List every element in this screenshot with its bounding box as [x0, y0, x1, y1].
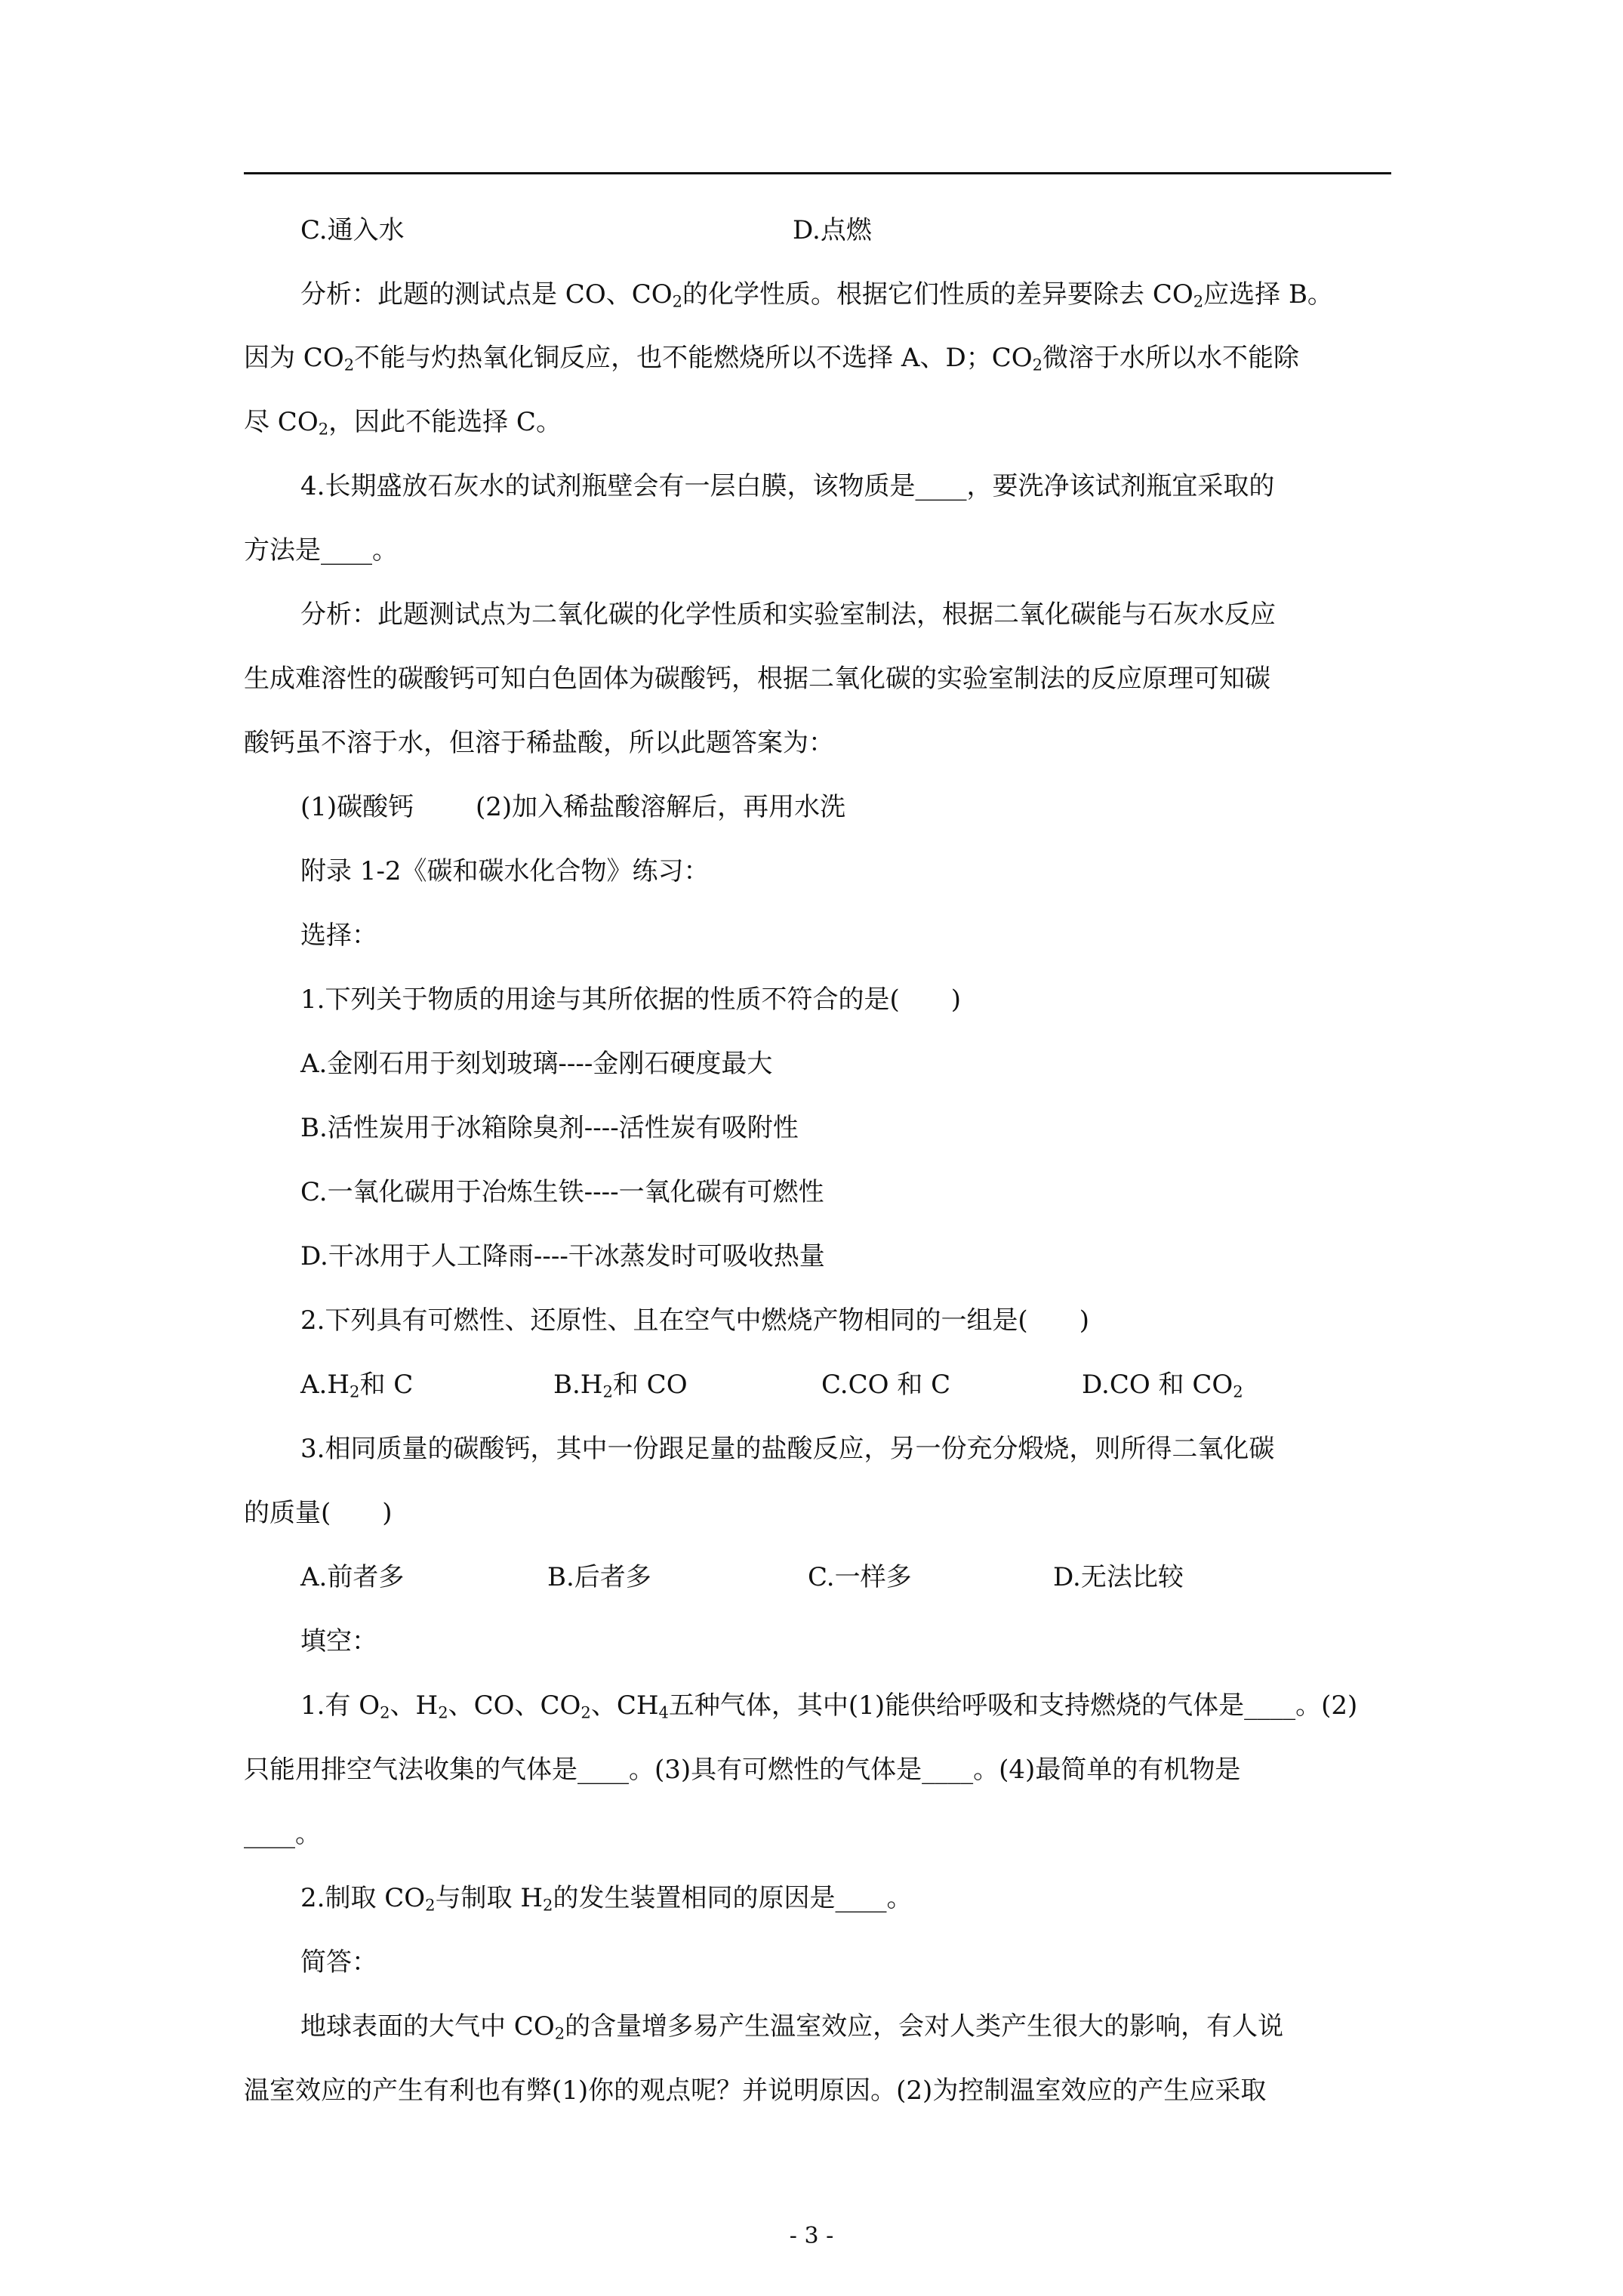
choice-3-option-b: B.后者多	[547, 1562, 651, 1592]
choice-2-stem: 2.下列具有可燃性、还原性、且在空气中燃烧产物相同的一组是( )	[300, 1305, 1089, 1336]
analysis-3-line-3: 尽 $CO_2$，因此不能选择 C。	[244, 407, 562, 439]
short-answer-line-1: 地球表面的大气中 $CO_2$的含量增多易产生温室效应，会对人类产生很大的影响，有人说	[300, 2011, 1284, 2043]
fill-1-line-2: 只能用排空气法收集的气体是____。(3)具有可燃性的气体是____。(4)最简单的有机物是	[244, 1755, 1241, 1785]
choice-2-option-a: $A.H_2$和 C	[300, 1370, 414, 1401]
choice-3-line-2: 的质量( )	[244, 1498, 393, 1528]
choice-1-option-b: B.活性炭用于冰箱除臭剂----活性炭有吸附性	[300, 1113, 799, 1143]
question-4-line-1: 4.长期盛放石灰水的试剂瓶壁会有一层白膜，该物质是____，要洗净该试剂瓶宜采取的	[300, 471, 1275, 501]
analysis-4-line-2: 生成难溶性的碳酸钙可知白色固体为碳酸钙，根据二氧化碳的实验室制法的反应原理可知碳	[244, 664, 1270, 694]
choice-3-option-d: D.无法比较	[1053, 1562, 1184, 1592]
choice-1-stem: 1.下列关于物质的用途与其所依据的性质不符合的是( )	[300, 985, 961, 1015]
choice-1-option-a: A.金刚石用于刻划玻璃----金刚石硬度最大	[300, 1049, 773, 1079]
choice-heading: 选择：	[300, 920, 377, 951]
choice-2-option-d: D.CO 和 $CO_2$	[1082, 1370, 1243, 1401]
choice-2-option-b: $B.H_2$和 CO	[553, 1370, 688, 1401]
choice-3-option-c: C.一样多	[808, 1562, 912, 1592]
answer-2: (2)加入稀盐酸溶解后，再用水洗	[476, 792, 846, 822]
page-number: - 3 -	[789, 2223, 834, 2249]
choice-1-option-d: D.干冰用于人工降雨----干冰蒸发时可吸收热量	[300, 1241, 825, 1271]
fill-1-line-1: 1.有 $O_2$、$H_2$、CO、$CO_2$、$CH_4$五种气体，其中(1)能供给呼吸和支持燃烧的气体是____。(2)	[300, 1690, 1358, 1722]
analysis-4-line-3: 酸钙虽不溶于水，但溶于稀盐酸，所以此题答案为：	[244, 728, 834, 758]
fill-heading: 填空：	[300, 1626, 377, 1657]
short-answer-line-2: 温室效应的产生有利也有弊(1)你的观点呢？并说明原因。(2)为控制温室效应的产生应采取	[244, 2076, 1267, 2106]
header-rule	[244, 172, 1391, 174]
appendix-title: 附录 1-2《碳和碳水化合物》练习：	[300, 856, 710, 886]
short-answer-heading: 简答：	[300, 1947, 377, 1977]
option-c: C.通入水	[300, 215, 405, 245]
choice-3-line-1: 3.相同质量的碳酸钙，其中一份跟足量的盐酸反应，另一份充分煅烧，则所得二氧化碳	[300, 1434, 1275, 1464]
fill-1-line-3: ____。	[244, 1819, 321, 1849]
option-d: D.点燃	[793, 215, 872, 245]
question-4-line-2: 方法是____。	[244, 535, 398, 566]
choice-3-option-a: A.前者多	[300, 1562, 405, 1592]
fill-2: 2.制取 $CO_2$与制取 $H_2$的发生装置相同的原因是____。	[300, 1883, 913, 1915]
answer-1: (1)碳酸钙	[300, 792, 414, 822]
choice-1-option-c: C.一氧化碳用于冶炼生铁----一氧化碳有可燃性	[300, 1177, 824, 1207]
analysis-3-line-1: 分析：此题的测试点是 CO、$CO_2$的化学性质。根据它们性质的差异要除去 $CO_2$应选择 B。	[300, 279, 1333, 311]
analysis-4-line-1: 分析：此题测试点为二氧化碳的化学性质和实验室制法，根据二氧化碳能与石灰水反应	[300, 599, 1276, 630]
choice-2-option-c: C.CO 和 C	[821, 1370, 951, 1400]
analysis-3-line-2: 因为 $CO_2$不能与灼热氧化铜反应，也不能燃烧所以不选择 A、D；$CO_2$微溶于水所以水不能除	[244, 343, 1300, 374]
